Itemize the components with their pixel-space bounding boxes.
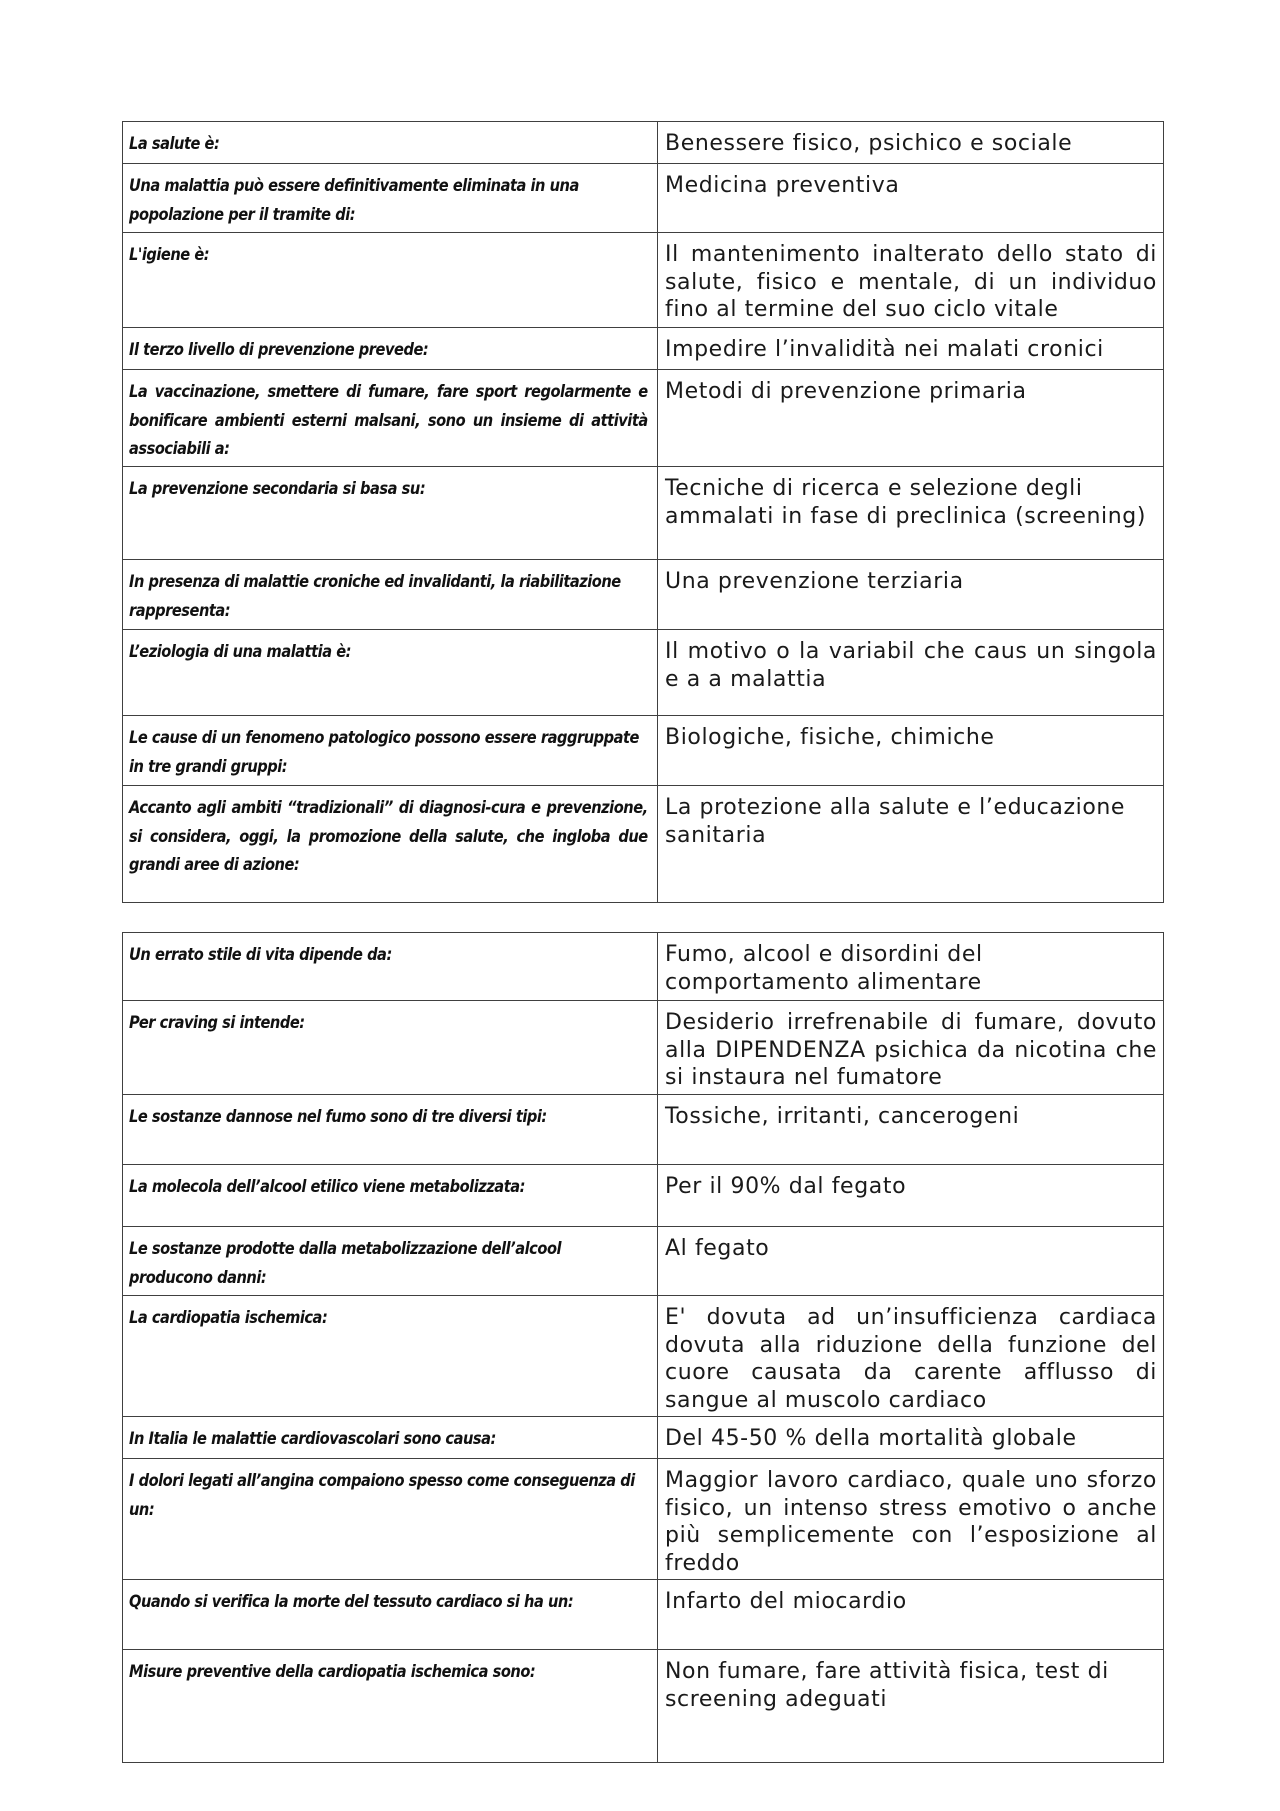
answer-cell: Del 45-50 % della mortalità globale	[658, 1417, 1164, 1459]
question-text: La prevenzione secondaria si basa su:	[129, 479, 426, 499]
table-row	[123, 933, 1164, 1001]
answer-cell: La protezione alla salute e l’educazione sanitaria	[658, 786, 1164, 903]
table-row	[123, 1580, 1164, 1650]
quiz-table-1	[122, 121, 1164, 903]
answer-cell: Fumo, alcool e disordini del comportamento alimentare	[658, 933, 1164, 1001]
question-cell	[123, 1650, 658, 1763]
table-row	[123, 1417, 1164, 1459]
question-text: Per craving si intende:	[129, 1013, 305, 1033]
question-cell	[123, 1417, 658, 1459]
question-cell	[123, 233, 658, 328]
table-row	[123, 328, 1164, 370]
answer-cell: Benessere fisico, psichico e sociale	[658, 122, 1164, 164]
question-text: La molecola dell’alcool etilico viene metabolizzata:	[129, 1177, 525, 1197]
question-text: In Italia le malattie cardiovascolari sono causa:	[129, 1429, 496, 1449]
question-cell	[123, 1227, 658, 1296]
table-row	[123, 716, 1164, 786]
question-cell	[123, 1165, 658, 1227]
question-text: L’eziologia di una malattia è:	[129, 642, 352, 662]
question-text: La vaccinazione, smettere di fumare, fare sport regolarmente e bonificare ambienti esterni malsani, sono un insieme di attività associabili a:	[129, 382, 648, 459]
table-row	[123, 122, 1164, 164]
table-row	[123, 233, 1164, 328]
table-row	[123, 1296, 1164, 1417]
question-text: Le sostanze prodotte dalla metabolizzazione dell’alcool producono danni:	[129, 1239, 562, 1288]
answer-cell: Non fumare, fare attività fisica, test di screening adeguati	[658, 1650, 1164, 1763]
question-cell	[123, 1580, 658, 1650]
answer-cell: Il mantenimento inalterato dello stato di salute, fisico e mentale, di un individuo fino al termine del suo ciclo vitale	[658, 233, 1164, 328]
answer-cell: Tecniche di ricerca e selezione degli ammalati in fase di preclinica (screening)	[658, 467, 1164, 560]
answer-cell: Il motivo o la variabil che caus un singola e a a malattia	[658, 630, 1164, 716]
question-cell	[123, 370, 658, 467]
table-row	[123, 467, 1164, 560]
question-text: In presenza di malattie croniche ed invalidanti, la riabilitazione rappresenta:	[129, 572, 621, 621]
table-row	[123, 630, 1164, 716]
table-row	[123, 1095, 1164, 1165]
question-text: L'igiene è:	[129, 245, 210, 265]
question-cell	[123, 933, 658, 1001]
question-cell	[123, 716, 658, 786]
answer-cell: Infarto del miocardio	[658, 1580, 1164, 1650]
question-cell	[123, 1296, 658, 1417]
answer-cell: Una prevenzione terziaria	[658, 560, 1164, 630]
question-text: Misure preventive della cardiopatia ischemica sono:	[129, 1662, 536, 1682]
question-text: Una malattia può essere definitivamente eliminata in una popolazione per il tramite di:	[129, 176, 579, 225]
table-row	[123, 1165, 1164, 1227]
question-cell	[123, 328, 658, 370]
answer-cell: Metodi di prevenzione primaria	[658, 370, 1164, 467]
table-row	[123, 1650, 1164, 1763]
question-text: La cardiopatia ischemica:	[129, 1308, 328, 1328]
question-cell	[123, 630, 658, 716]
answer-cell: Biologiche, fisiche, chimiche	[658, 716, 1164, 786]
question-text: Le cause di un fenomeno patologico possono essere raggruppate in tre grandi gruppi:	[129, 728, 639, 777]
question-text: Quando si verifica la morte del tessuto cardiaco si ha un:	[129, 1592, 574, 1612]
question-cell	[123, 1095, 658, 1165]
answer-cell: Per il 90% dal fegato	[658, 1165, 1164, 1227]
question-cell	[123, 786, 658, 903]
question-text: Le sostanze dannose nel fumo sono di tre diversi tipi:	[129, 1107, 547, 1127]
question-text: Un errato stile di vita dipende da:	[129, 945, 392, 965]
question-cell	[123, 1459, 658, 1580]
answer-cell: Desiderio irrefrenabile di fumare, dovuto alla DIPENDENZA psichica da nicotina che si instaura nel fumatore	[658, 1001, 1164, 1095]
question-cell	[123, 1001, 658, 1095]
question-cell	[123, 122, 658, 164]
table-row	[123, 560, 1164, 630]
table-row	[123, 1227, 1164, 1296]
quiz-table-2	[122, 932, 1164, 1763]
table-row	[123, 1459, 1164, 1580]
question-cell	[123, 467, 658, 560]
answer-cell: Maggior lavoro cardiaco, quale uno sforzo fisico, un intenso stress emotivo o anche più semplicemente con l’esposizione al freddo	[658, 1459, 1164, 1580]
answer-cell: Medicina preventiva	[658, 164, 1164, 233]
table-row	[123, 370, 1164, 467]
question-text: I dolori legati all’angina compaiono spesso come conseguenza di un:	[129, 1471, 635, 1520]
answer-cell: Al fegato	[658, 1227, 1164, 1296]
answer-cell: Tossiche, irritanti, cancerogeni	[658, 1095, 1164, 1165]
table-row	[123, 1001, 1164, 1095]
question-cell	[123, 560, 658, 630]
answer-cell: E' dovuta ad un’insufficienza cardiaca dovuta alla riduzione della funzione del cuore causata da carente afflusso di sangue al muscolo cardiaco	[658, 1296, 1164, 1417]
question-text: Il terzo livello di prevenzione prevede:	[129, 340, 429, 360]
question-text: Accanto agli ambiti “tradizionali” di diagnosi-cura e prevenzione, si considera, oggi, la promozione della salute, che ingloba due grandi aree di azione:	[129, 798, 648, 875]
table-row	[123, 164, 1164, 233]
table-row	[123, 786, 1164, 903]
question-text: La salute è:	[129, 134, 220, 154]
question-cell	[123, 164, 658, 233]
answer-cell: Impedire l’invalidità nei malati cronici	[658, 328, 1164, 370]
